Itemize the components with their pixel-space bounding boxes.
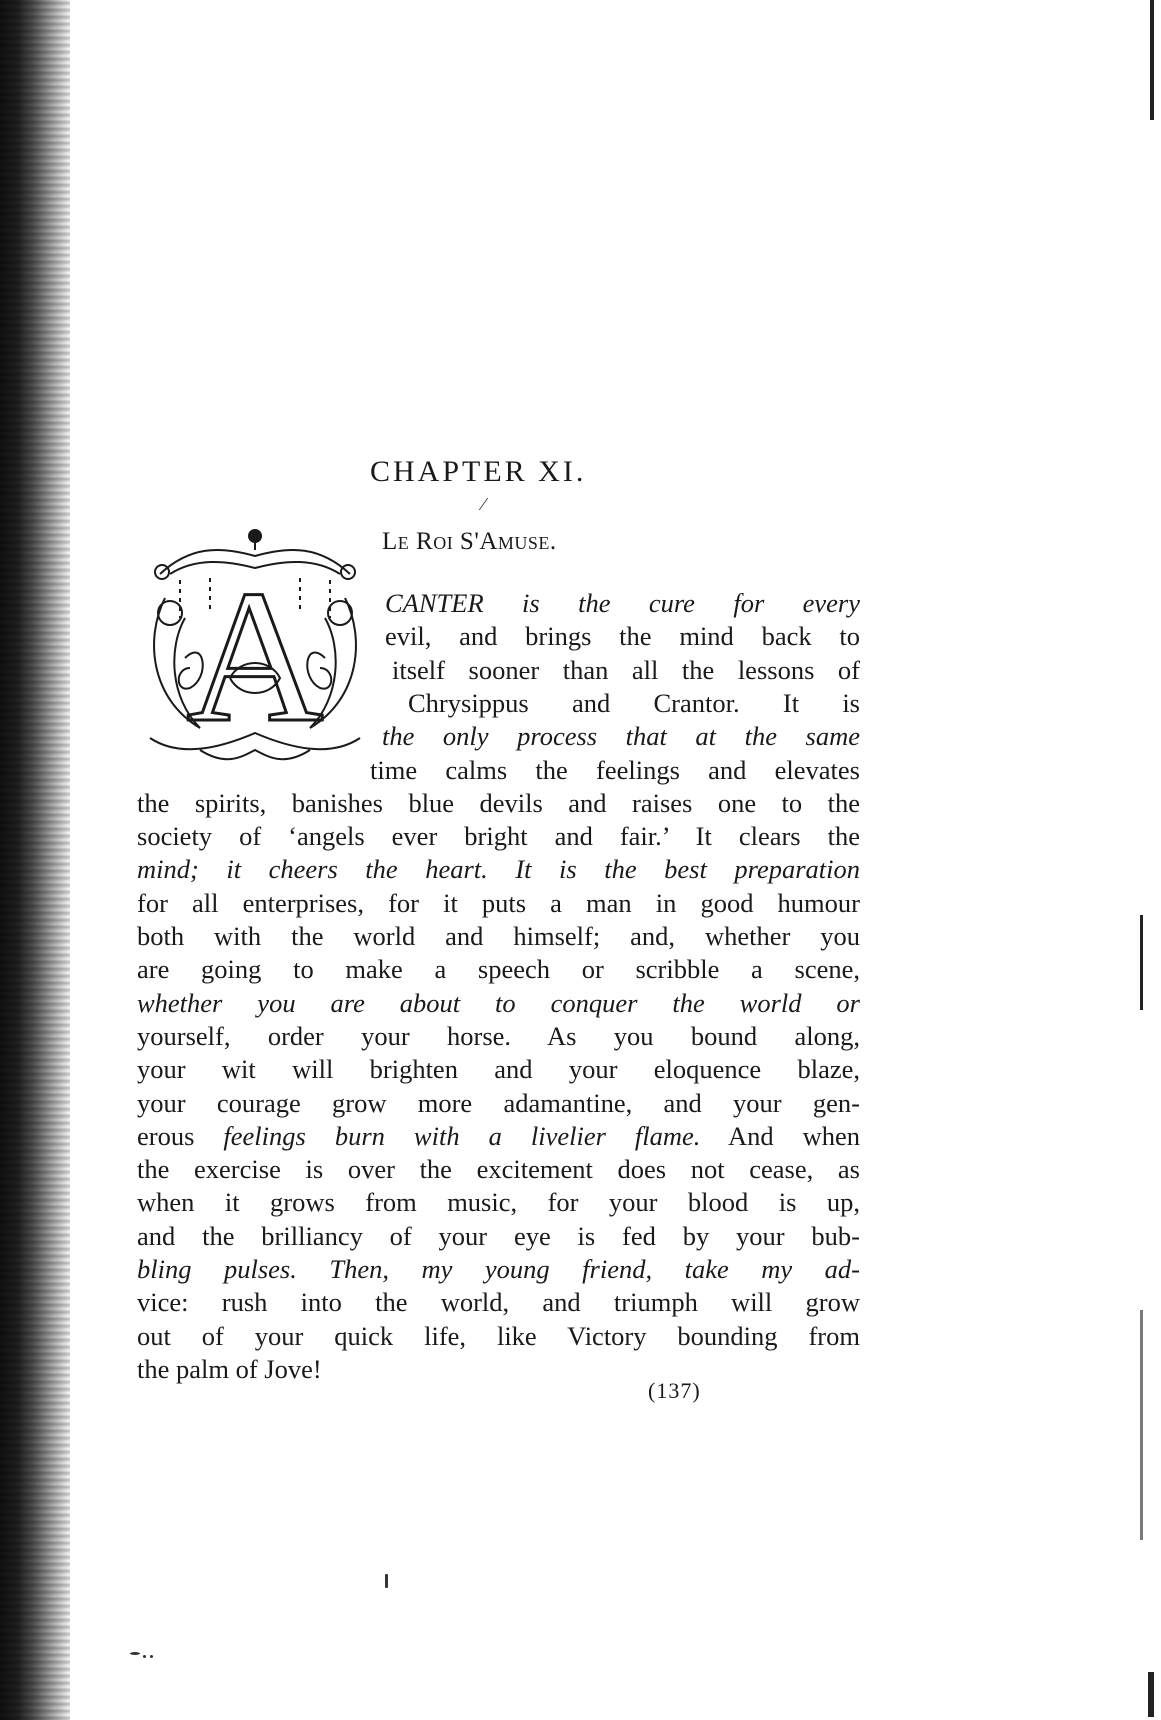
drop-cap-letter: A bbox=[186, 552, 324, 762]
text-segment: mind; it cheers the heart. It is the best preparation bbox=[137, 854, 860, 885]
text-line bbox=[392, 655, 860, 685]
text-segment: And when bbox=[700, 1120, 861, 1151]
text-segment: are going to make a speech or scribble a scene, bbox=[137, 954, 860, 985]
text-line bbox=[137, 1221, 860, 1251]
text-line bbox=[137, 954, 860, 984]
text-segment: evil, and brings the mind back to bbox=[385, 621, 860, 652]
text-segment: itself sooner than all the lessons of bbox=[392, 654, 860, 685]
edge-mark-lower bbox=[1140, 1310, 1143, 1540]
text-line bbox=[137, 1021, 860, 1051]
text-segment: your courage grow more adamantine, and your gen- bbox=[137, 1087, 860, 1118]
text-segment: vice: rush into the world, and triumph will grow bbox=[137, 1287, 860, 1318]
text-segment: the palm of Jove! bbox=[137, 1353, 322, 1384]
book-spine-shadow bbox=[0, 0, 70, 1720]
ink-speck bbox=[150, 1655, 153, 1658]
text-segment: CANTER is the cure for every bbox=[385, 588, 860, 618]
text-line bbox=[137, 854, 860, 884]
text-segment: your wit will brighten and your eloquence blaze, bbox=[137, 1054, 860, 1085]
text-line bbox=[137, 1254, 860, 1284]
text-line bbox=[137, 1187, 860, 1217]
text-segment: both with the world and himself; and, whether you bbox=[137, 921, 860, 951]
text-segment: yourself, order your horse. As you bound along, bbox=[137, 1020, 860, 1051]
text-line bbox=[382, 721, 860, 751]
text-segment: feelings burn with a livelier flame. bbox=[223, 1120, 701, 1151]
text-segment: the only process that at the same bbox=[382, 721, 860, 752]
text-line bbox=[137, 1121, 860, 1151]
text-segment: society of ‘angels ever bright and fair.’ It clears the bbox=[137, 821, 860, 852]
ink-speck bbox=[130, 1652, 140, 1655]
ink-speck bbox=[385, 1574, 388, 1588]
page-number: (137) bbox=[648, 1378, 701, 1403]
text-line bbox=[137, 1088, 860, 1118]
accent-mark: ⁄ bbox=[482, 494, 486, 514]
text-line bbox=[385, 621, 860, 651]
text-line bbox=[137, 888, 860, 918]
text-segment: erous bbox=[137, 1120, 224, 1151]
text-segment: out of your quick life, like Victory bounding from bbox=[137, 1320, 860, 1351]
text-line bbox=[137, 821, 860, 851]
text-segment: and the brilliancy of your eye is fed by your bub- bbox=[137, 1220, 860, 1251]
edge-mark-top bbox=[1150, 0, 1154, 120]
text-segment: when it grows from music, for your blood is up, bbox=[137, 1187, 860, 1218]
text-line bbox=[385, 588, 860, 618]
text-line bbox=[137, 921, 860, 951]
text-line bbox=[370, 755, 860, 785]
text-segment: time calms the feelings and elevates bbox=[370, 754, 860, 785]
ink-speck bbox=[143, 1655, 146, 1658]
text-segment: the exercise is over the excitement does not cease, as bbox=[137, 1154, 860, 1185]
chapter-subtitle: Le Roi S'Amuse. bbox=[382, 528, 557, 555]
text-segment: the spirits, banishes blue devils and raises one to the bbox=[137, 787, 860, 818]
text-line bbox=[137, 788, 860, 818]
text-segment: Chrysippus and Crantor. It is bbox=[408, 687, 860, 718]
text-segment: for all enterprises, for it puts a man in good humour bbox=[137, 887, 860, 918]
text-line bbox=[137, 1321, 860, 1351]
text-segment: whether you are about to conquer the world or bbox=[137, 987, 860, 1018]
text-line bbox=[137, 1354, 860, 1384]
ornamental-drop-cap bbox=[140, 528, 370, 768]
text-line bbox=[137, 1054, 860, 1084]
text-line bbox=[137, 1154, 860, 1184]
text-line bbox=[137, 988, 860, 1018]
text-line bbox=[137, 1287, 860, 1317]
text-segment: bling pulses. Then, my young friend, take my ad- bbox=[137, 1254, 860, 1284]
chapter-title: CHAPTER XI. bbox=[370, 455, 587, 488]
text-line bbox=[408, 688, 860, 718]
edge-mark-mid bbox=[1140, 915, 1143, 1010]
edge-mark-bottom bbox=[1148, 1672, 1154, 1717]
